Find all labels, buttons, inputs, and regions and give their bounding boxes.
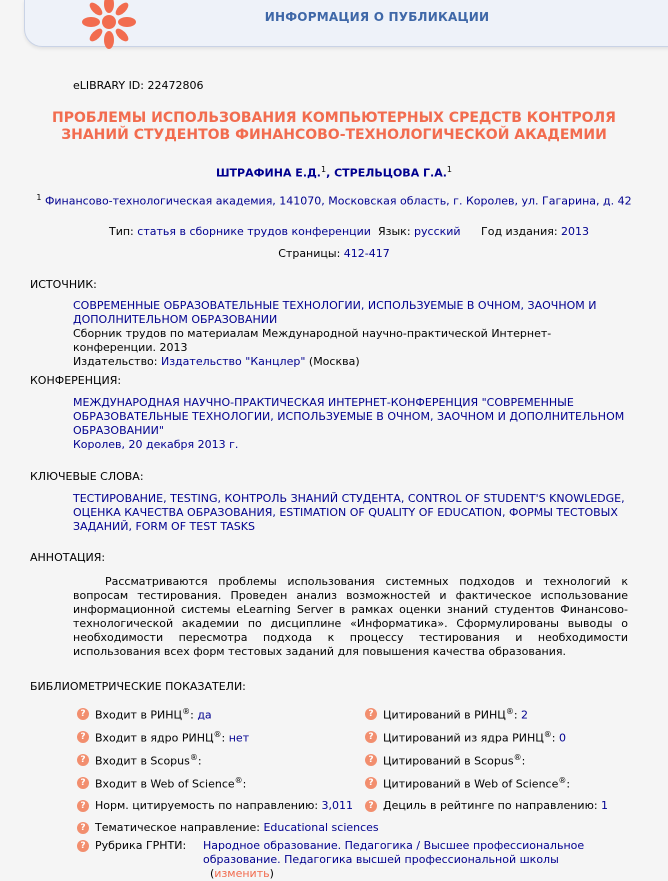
indicator-colon: :	[521, 754, 526, 768]
indicator-value[interactable]: 2	[521, 708, 529, 722]
help-icon[interactable]: ?	[77, 777, 89, 789]
indicator-value[interactable]: 3,011	[321, 799, 354, 812]
conference-label: КОНФЕРЕНЦИЯ:	[30, 374, 122, 387]
indicator-value[interactable]: 0	[558, 731, 566, 745]
conference-place-date: Королев, 20 декабря 2013 г.	[73, 438, 239, 451]
bibliometrics-label: БИБЛИОМЕТРИЧЕСКИЕ ПОКАЗАТЕЛИ:	[30, 680, 246, 693]
rubric-link[interactable]: Народное образование. Педагогика / Высшее профессиональное образование. Педагогика высшей профессиональной школы	[203, 839, 585, 866]
publisher-place: (Москва)	[305, 355, 360, 368]
source-title-link[interactable]: СОВРЕМЕННЫЕ ОБРАЗОВАТЕЛЬНЫЕ ТЕХНОЛОГИИ, ИСПОЛЬЗУЕМЫЕ В ОЧНОМ, ЗАОЧНОМ И ДОПОЛНИТЕЛЬНОМ ОБРАЗОВАНИИ	[73, 299, 597, 326]
indicator-label: Входит в Scopus	[95, 754, 190, 768]
affiliation	[0, 193, 668, 208]
indicator-value[interactable]: Educational sciences	[263, 821, 379, 834]
keyword-separator: ,	[501, 506, 509, 519]
registered-mark: ®	[234, 776, 243, 785]
indicator-label: Дециль в рейтинге по направлению:	[383, 799, 602, 812]
language-value[interactable]: русский	[414, 225, 461, 238]
pages-label: Страницы:	[278, 247, 344, 260]
affiliation-link[interactable]: Финансово-технологическая академия, 141070, Московская область, г. Королев, ул. Гагарина, д. 42	[44, 194, 632, 208]
registered-mark: ®	[558, 776, 567, 785]
author-affiliation-sup: 1	[446, 165, 453, 174]
indicator-colon: :	[221, 731, 229, 745]
pages-field	[0, 247, 668, 260]
help-icon[interactable]: ?	[77, 708, 89, 720]
indicator-text	[95, 799, 353, 812]
keyword-link[interactable]: CONTROL OF STUDENT'S KNOWLEDGE	[407, 492, 622, 505]
registered-mark: ®	[505, 707, 514, 716]
rubric-label: Рубрика ГРНТИ:	[95, 839, 187, 852]
indicator-label: Входит в РИНЦ	[95, 708, 183, 722]
pages-value[interactable]: 412-417	[343, 247, 390, 260]
help-icon[interactable]: ?	[365, 777, 377, 789]
keyword-separator: ,	[400, 492, 408, 505]
elibrary-id-label: eLIBRARY ID:	[73, 79, 148, 92]
indicator-value[interactable]: да	[197, 708, 212, 722]
indicator-colon: :	[551, 731, 559, 745]
indicator-text	[383, 730, 566, 745]
elibrary-id-value: 22472806	[147, 79, 204, 92]
indicator-text	[95, 753, 202, 768]
help-icon[interactable]: ?	[77, 731, 89, 743]
keyword-link[interactable]: ТЕСТИРОВАНИЕ	[73, 492, 164, 505]
keyword-separator: ,	[128, 520, 136, 533]
registered-mark: ®	[213, 730, 222, 739]
help-icon[interactable]: ?	[77, 754, 89, 766]
indicator-text	[95, 776, 246, 791]
indicator-label: Цитирований в РИНЦ	[383, 708, 506, 722]
indicator-text	[95, 821, 379, 834]
abstract-text: Рассматриваются проблемы использования системных подходов и технологий к вопросам тестирования. Проведен анализ возможностей и фактическое использование информационной системы eLearning Server в рамках оценки знаний студентов Финансово-технологической академии по дисциплине «Информатика». Сформулированы выводы о необходимости пересмотра подхода к процессу тестирования и необходимости использования всех форм тестовых заданий для повышения качества образования.	[73, 575, 628, 658]
indicator-text	[95, 707, 212, 722]
registered-mark: ®	[543, 730, 552, 739]
help-icon[interactable]: ?	[77, 840, 89, 852]
keyword-separator: ,	[217, 492, 225, 505]
elibrary-id	[73, 79, 203, 92]
year-value[interactable]: 2013	[561, 225, 590, 238]
indicator-label: Входит в Web of Science	[95, 777, 235, 791]
elibrary-logo-icon	[79, 0, 139, 52]
source-label: ИСТОЧНИК:	[30, 278, 97, 291]
keyword-link[interactable]: КОНТРОЛЬ ЗНАНИЙ СТУДЕНТА	[224, 492, 401, 505]
type-value[interactable]: статья в сборнике трудов конференции	[137, 225, 371, 238]
page-header	[24, 0, 668, 47]
indicator-colon: :	[566, 777, 571, 791]
indicator-label: Цитирований из ядра РИНЦ	[383, 731, 544, 745]
indicator-colon: :	[197, 754, 202, 768]
indicator-label: Цитирований в Web of Science	[383, 777, 559, 791]
indicator-label: Цитирований в Scopus	[383, 754, 514, 768]
conference-block	[73, 396, 633, 452]
publisher-link[interactable]: Издательство "Канцлер"	[160, 355, 306, 368]
author-affiliation-sup: 1	[320, 165, 327, 174]
keyword-separator: ,	[272, 506, 280, 519]
keyword-link[interactable]: ФОРМЫ ТЕСТОВЫХ ЗАДАНИЙ	[73, 506, 618, 533]
rubric-change-link[interactable]: изменить	[214, 867, 270, 880]
indicator-colon: :	[513, 708, 522, 722]
rubric-value-block: Народное образование. Педагогика / Высшее профессиональное образование. Педагогика высшей профессиональной школы (изменить)	[203, 839, 585, 880]
language-label: Язык:	[378, 225, 415, 238]
keyword-link[interactable]: ОЦЕНКА КАЧЕСТВА ОБРАЗОВАНИЯ	[73, 506, 273, 519]
publisher-label: Издательство:	[73, 355, 161, 368]
indicator-colon: :	[190, 708, 198, 722]
keyword-link[interactable]: ESTIMATION OF QUALITY OF EDUCATION	[279, 506, 502, 519]
abstract-label: АННОТАЦИЯ:	[30, 551, 106, 564]
publication-title: ПРОБЛЕМЫ ИСПОЛЬЗОВАНИЯ КОМПЬЮТЕРНЫХ СРЕДСТВ КОНТРОЛЯ ЗНАНИЙ СТУДЕНТОВ ФИНАНСОВО-ТЕХНОЛОГИЧЕСКОЙ АКАДЕМИИ	[52, 110, 616, 143]
keyword-separator: ,	[163, 492, 171, 505]
help-icon[interactable]: ?	[365, 731, 377, 743]
source-block	[73, 299, 633, 369]
authors-line: ШТРАФИНА Е.Д.$^1$, СТРЕЛЬЦОВА Г.А.$^1$	[215, 165, 453, 180]
author-link[interactable]: СТРЕЛЬЦОВА Г.А.	[334, 166, 447, 180]
indicator-colon: :	[242, 777, 247, 791]
type-field	[109, 225, 371, 238]
registered-mark: ®	[189, 753, 198, 762]
type-label: Тип:	[109, 225, 138, 238]
registered-mark: ®	[182, 707, 191, 716]
indicator-text	[383, 799, 608, 812]
affiliation-sup: 1	[36, 193, 42, 202]
keyword-separator: ,	[621, 492, 625, 505]
indicator-text	[383, 707, 528, 722]
conference-title-link[interactable]: МЕЖДУНАРОДНАЯ НАУЧНО-ПРАКТИЧЕСКАЯ ИНТЕРНЕТ-КОНФЕРЕНЦИЯ "СОВРЕМЕННЫЕ ОБРАЗОВАТЕЛЬНЫЕ ТЕХНОЛОГИИ, ИСПОЛЬЗУЕМЫЕ В ОЧНОМ, ЗАОЧНОМ И ДОПОЛНИТЕЛЬНОМ ОБРАЗОВАНИИ"	[73, 396, 625, 437]
year-field	[481, 225, 589, 238]
indicator-text	[95, 730, 249, 745]
indicator-value[interactable]: нет	[228, 731, 250, 745]
language-field	[378, 225, 461, 238]
registered-mark: ®	[513, 753, 522, 762]
help-icon[interactable]: ?	[365, 754, 377, 766]
source-description: Сборник трудов по материалам Международной научно-практической Интернет-конференции. 2013	[73, 327, 552, 354]
keywords-list	[73, 492, 633, 534]
help-icon[interactable]: ?	[77, 822, 89, 834]
header-title: ИНФОРМАЦИЯ О ПУБЛИКАЦИИ	[264, 10, 490, 24]
help-icon[interactable]: ?	[365, 800, 377, 812]
indicator-label: Входит в ядро РИНЦ	[95, 731, 214, 745]
help-icon[interactable]: ?	[77, 800, 89, 812]
keyword-link[interactable]: TESTING	[170, 492, 218, 505]
indicator-value[interactable]: 1	[601, 799, 609, 812]
author-link[interactable]: ШТРАФИНА Е.Д.	[215, 166, 321, 180]
keyword-link[interactable]: FORM OF TEST TASKS	[135, 520, 255, 533]
indicator-text	[383, 776, 570, 791]
indicator-label: Тематическое направление:	[95, 821, 264, 834]
year-label: Год издания:	[481, 225, 562, 238]
indicator-label: Норм. цитируемость по направлению:	[95, 799, 322, 812]
help-icon[interactable]: ?	[365, 708, 377, 720]
indicator-text	[383, 753, 525, 768]
keywords-label: КЛЮЧЕВЫЕ СЛОВА:	[30, 470, 144, 483]
